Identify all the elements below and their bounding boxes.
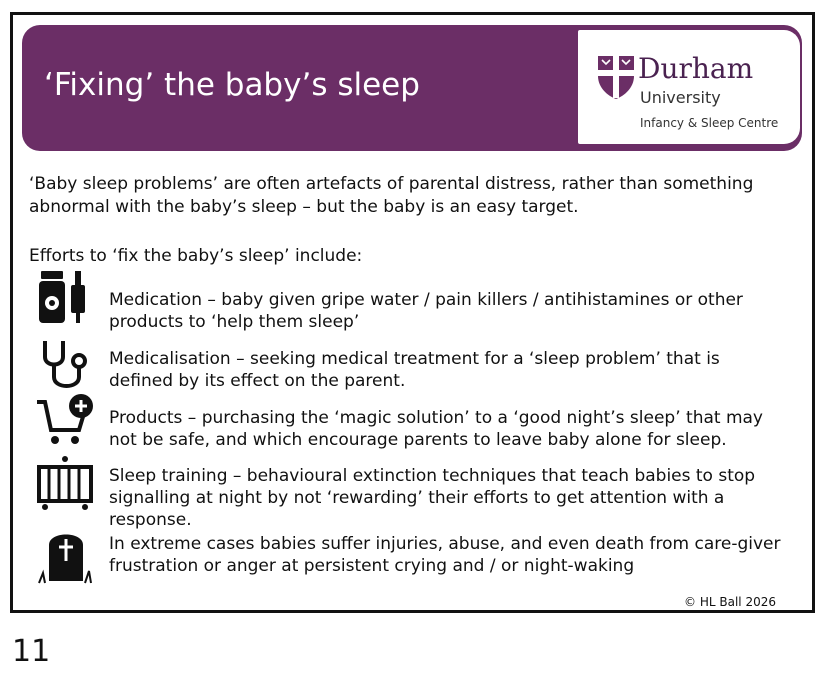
slide-title: ‘Fixing’ the baby’s sleep [44,67,420,103]
durham-logo [578,30,800,144]
list-item-sleep-training: Sleep training – behavioural extinction techniques that teach babies to stop signalling at night by not ‘rewarding’ their efforts to get attention with a response. [109,466,756,530]
medicine-bottle-icon [35,267,97,327]
page-number: 11 [12,634,51,669]
copyright: © HL Ball 2026 [684,595,776,609]
logo-name: Durham [638,52,754,85]
intro-paragraph: ‘Baby sleep problems’ are often artefacts of parental distress, rather than something abnormal with the baby’s sleep – but the baby is an easy target. [29,174,754,217]
stethoscope-icon [35,335,97,395]
logo-subtitle: University [640,88,721,107]
list-item-extreme-cases: In extreme cases babies suffer injuries, abuse, and even death from care-giver frustration or anger at persistent crying and / or night-waking [109,534,781,576]
list-item-medicalisation: Medicalisation – seeking medical treatment for a ‘sleep problem’ that is defined by its effect on the parent. [109,349,720,391]
list-item-medication: Medication – baby given gripe water / pain killers / antihistamines or other products to ‘help them sleep’ [109,290,743,332]
logo-centre: Infancy & Sleep Centre [640,116,779,130]
efforts-heading: Efforts to ‘fix the baby’s sleep’ include: [29,246,363,266]
durham-shield-icon [596,52,636,100]
shopping-cart-add-icon [35,390,97,450]
title-banner [22,25,802,151]
slide [10,12,815,613]
gravestone-icon [35,525,97,585]
crib-icon [35,453,97,513]
list-item-products: Products – purchasing the ‘magic solution’ to a ‘good night’s sleep’ that may not be safe, and which encourage parents to leave baby alone for sleep. [109,408,763,450]
